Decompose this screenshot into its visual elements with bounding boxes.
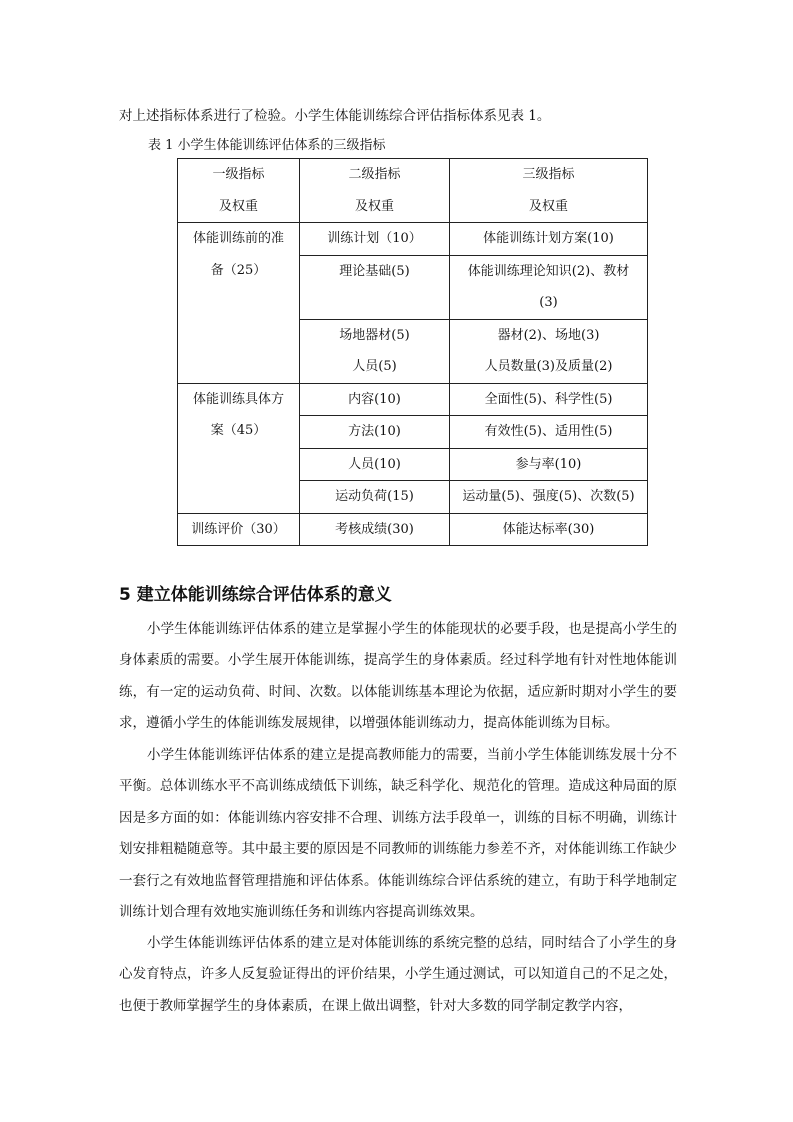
level2-cell: 训练计划（10） (300, 223, 450, 256)
header-level1: 一级指标 及权重 (178, 159, 300, 223)
table-row (178, 223, 648, 256)
body-paragraph: 小学生体能训练评估体系的建立是提高教师能力的需要，当前小学生体能训练发展十分不平衡。总体训练水平不高训练成绩低下训练，缺乏科学化、规范化的管理。造成这种局面的原因是多方面的如：体能训练内容安排不合理、训练方法手段单一，训练的目标不明确，训练计划安排粗糙随意等。其中最主要的原因是不同教师的训练能力参差不齐，对体能训练工作缺少一套行之有效地监督管理措施和评估体系。体能训练综合评估系统的建立，有助于科学地制定训练计划合理有效地实施训练任务和训练内容提高训练效果。 (119, 747, 677, 921)
level3-cell: 体能训练理论知识(2)、教材 (3) (450, 255, 648, 319)
level2-cell: 场地器材(5) 人员(5) (300, 319, 450, 383)
level1-cell: 体能训练前的准 备（25） (178, 223, 300, 384)
table-row (178, 513, 648, 546)
header-level2: 二级指标 及权重 (300, 159, 450, 223)
level2-cell: 运动负荷(15) (300, 481, 450, 514)
level2-cell: 方法(10) (300, 416, 450, 449)
level1-cell: 训练评价（30） (178, 513, 300, 546)
indicator-table (177, 158, 648, 546)
level2-cell: 内容(10) (300, 383, 450, 416)
header-level3: 三级指标 及权重 (450, 159, 648, 223)
body-paragraph: 小学生体能训练评估体系的建立是对体能训练的系统完整的总结，同时结合了小学生的身心发育特点，许多人反复验证得出的评价结果，小学生通过测试，可以知道自己的不足之处，也便于教师掌握学生的身体素质，在课上做出调整，针对大多数的同学制定教学内容， (119, 935, 677, 1014)
level3-cell: 体能达标率(30) (450, 513, 648, 546)
level2-cell: 考核成绩(30) (300, 513, 450, 546)
level3-cell: 有效性(5)、适用性(5) (450, 416, 648, 449)
table-caption: 表 1 小学生体能训练评估体系的三级指标 (148, 138, 386, 153)
level3-cell: 器材(2)、场地(3) 人员数量(3)及质量(2) (450, 319, 648, 383)
table-header-row (178, 159, 648, 223)
table-row (178, 383, 648, 416)
intro-line: 对上述指标体系进行了检验。小学生体能训练综合评估指标体系见表 1。 (119, 108, 551, 124)
level1-cell: 体能训练具体方 案（45） (178, 383, 300, 513)
level3-cell: 运动量(5)、强度(5)、次数(5) (450, 481, 648, 514)
level2-cell: 人员(10) (300, 448, 450, 481)
level2-cell: 理论基础(5) (300, 255, 450, 319)
level3-cell: 体能训练计划方案(10) (450, 223, 648, 256)
section-heading: 5 建立体能训练综合评估体系的意义 (119, 585, 392, 605)
level3-cell: 全面性(5)、科学性(5) (450, 383, 648, 416)
body-paragraph: 小学生体能训练评估体系的建立是掌握小学生的体能现状的必要手段，也是提高小学生的身体素质的需要。小学生展开体能训练，提高学生的身体素质。经过科学地有针对性地体能训练，有一定的运动负荷、时间、次数。以体能训练基本理论为依据，适应新时期对小学生的要求，遵循小学生的体能训练发展规律，以增强体能训练动力，提高体能训练为目标。 (119, 621, 677, 732)
level3-cell: 参与率(10) (450, 448, 648, 481)
